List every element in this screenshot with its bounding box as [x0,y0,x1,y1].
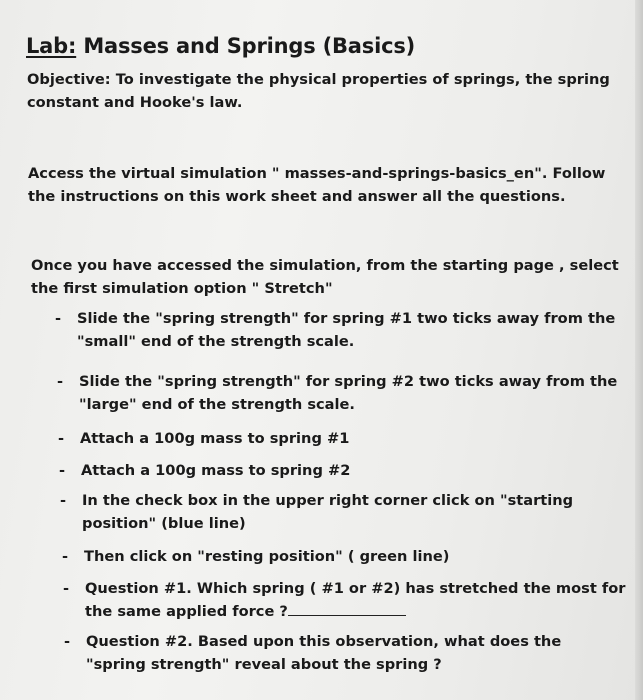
step-line-2: "spring strength" reveal about the spring ? [86,656,442,673]
access-line-2: the instructions on this work sheet and answer all the questions. [28,188,566,205]
step-line-1: Attach a 100g mass to spring #2 [81,462,351,479]
page-title [26,34,415,58]
objective-line-1: To investigate the physical properties of springs, the spring [115,71,610,88]
intro-line-1: Once you have accessed the simulation, from the starting page , select [31,257,619,274]
title-lab-label: Lab: [26,34,77,58]
list-dash: - [64,633,71,650]
access-line-1: Access the virtual simulation " masses-and-springs-basics_en". Follow [28,165,606,182]
step-line-2: "small" end of the strength scale. [77,333,355,350]
step-line-1: In the check box in the upper right corner click on "starting [82,492,574,509]
list-dash: - [55,310,62,327]
list-dash: - [58,430,65,447]
intro-paragraph [31,254,619,300]
list-item [62,545,450,568]
intro-line-2: the first simulation option " Stretch" [31,280,333,297]
answer-blank-line [288,601,406,616]
title-text: Masses and Springs (Basics) [83,34,416,58]
list-item [55,307,616,353]
step-line-1: Attach a 100g mass to spring #1 [80,430,350,447]
list-item [63,577,626,623]
list-item [58,427,350,450]
objective-label: Objective: [27,71,111,88]
list-item [60,489,574,535]
list-dash: - [62,548,69,565]
step-line-2: "large" end of the strength scale. [79,396,355,413]
step-line-1: Question #2. Based upon this observation, what does the [86,633,562,650]
step-line-2: the same applied force ? [85,603,288,620]
access-paragraph [28,162,605,208]
list-item [59,459,351,482]
step-line-2: position" (blue line) [82,515,246,532]
step-line-1: Slide the "spring strength" for spring #2 two ticks away from the [79,373,618,390]
list-dash: - [59,462,66,479]
list-item [64,630,562,676]
step-line-1: Slide the "spring strength" for spring #1 two ticks away from the [77,310,616,327]
objective-paragraph [27,68,610,114]
list-dash: - [60,492,67,509]
list-dash: - [63,580,70,597]
step-line-1: Then click on "resting position" ( green line) [84,548,450,565]
objective-line-2: constant and Hooke's law. [27,94,243,111]
list-item [57,370,618,416]
step-line-1: Question #1. Which spring ( #1 or #2) has stretched the most for [85,580,626,597]
list-dash: - [57,373,64,390]
